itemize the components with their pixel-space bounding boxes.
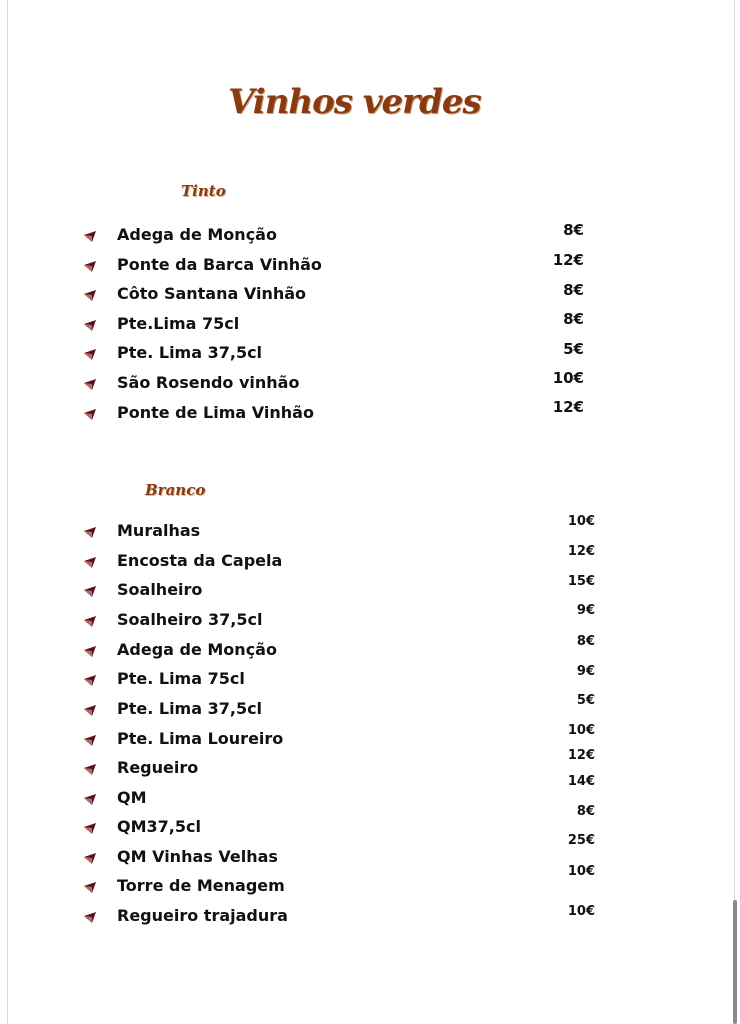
wine-price: 8€ [563, 221, 584, 239]
wine-price: 10€ [567, 514, 595, 529]
wine-name: QM Vinhas Velhas [117, 847, 278, 866]
wine-name: QM [117, 788, 147, 807]
arrow-bullet-icon [82, 228, 98, 244]
wine-price: 12€ [567, 748, 595, 763]
list-item [8, 551, 740, 573]
arrow-bullet-icon [82, 820, 98, 836]
list-item [8, 373, 740, 395]
wine-name: Soalheiro 37,5cl [117, 610, 263, 629]
list-item [8, 847, 740, 869]
wine-price: 8€ [563, 310, 584, 328]
list-item [8, 788, 740, 810]
arrow-bullet-icon [82, 732, 98, 748]
arrow-bullet-icon [82, 583, 98, 599]
wine-name: Pte. Lima 37,5cl [117, 343, 263, 362]
wine-name: Ponte da Barca Vinhão [117, 255, 322, 274]
list-item [8, 521, 740, 543]
wine-name: Encosta da Capela [117, 551, 283, 570]
wine-name: São Rosendo vinhão [117, 373, 300, 392]
wine-name: Pte. Lima 37,5cl [117, 699, 263, 718]
wine-name: Pte.Lima 75cl [117, 314, 240, 333]
arrow-bullet-icon [82, 791, 98, 807]
wine-name: Ponte de Lima Vinhão [117, 403, 314, 422]
arrow-bullet-icon [82, 258, 98, 274]
arrow-bullet-icon [82, 909, 98, 925]
wine-price: 8€ [576, 634, 595, 649]
list-item [8, 729, 740, 751]
arrow-bullet-icon [82, 406, 98, 422]
list-item [8, 699, 740, 721]
arrow-bullet-icon [82, 702, 98, 718]
list-item [8, 284, 740, 306]
wine-price: 10€ [552, 369, 584, 387]
list-item [8, 343, 740, 365]
list-item [8, 403, 740, 425]
list-item [8, 817, 740, 839]
wine-price: 12€ [552, 398, 584, 416]
arrow-bullet-icon [82, 643, 98, 659]
page-title: Vinhos verdes [228, 82, 481, 122]
arrow-bullet-icon [82, 346, 98, 362]
list-item [8, 580, 740, 602]
wine-price: 15€ [567, 574, 595, 589]
wine-price: 8€ [563, 281, 584, 299]
wine-price: 12€ [552, 251, 584, 269]
arrow-bullet-icon [82, 761, 98, 777]
list-item [8, 876, 740, 898]
list-item [8, 314, 740, 336]
list-item [8, 669, 740, 691]
section-heading-tinto: Tinto [181, 182, 226, 200]
arrow-bullet-icon [82, 850, 98, 866]
wine-price: 14€ [567, 774, 595, 789]
section-heading-branco: Branco [145, 481, 206, 499]
list-item [8, 225, 740, 247]
wine-price: 25€ [567, 833, 595, 848]
arrow-bullet-icon [82, 613, 98, 629]
wine-price: 10€ [567, 723, 595, 738]
list-item [8, 906, 740, 928]
wine-name: Muralhas [117, 521, 201, 540]
wine-name: Adega de Monção [117, 225, 277, 244]
wine-name: Regueiro [117, 758, 199, 777]
wine-name: Soalheiro [117, 580, 203, 599]
wine-name: Côto Santana Vinhão [117, 284, 307, 303]
wine-price: 10€ [567, 864, 595, 879]
wine-price: 12€ [567, 544, 595, 559]
wine-price: 5€ [563, 340, 584, 358]
arrow-bullet-icon [82, 287, 98, 303]
wine-name: Torre de Menagem [117, 876, 285, 895]
arrow-bullet-icon [82, 879, 98, 895]
wine-name: Regueiro trajadura [117, 906, 288, 925]
wine-price: 10€ [567, 904, 595, 919]
arrow-bullet-icon [82, 554, 98, 570]
scrollbar-thumb[interactable] [733, 900, 737, 1024]
wine-name: Pte. Lima 75cl [117, 669, 245, 688]
list-item [8, 758, 740, 780]
wine-price: 9€ [576, 664, 595, 679]
list-item [8, 640, 740, 662]
list-item [8, 255, 740, 277]
wine-price: 5€ [576, 693, 595, 708]
wine-name: QM37,5cl [117, 817, 201, 836]
list-item [8, 610, 740, 632]
wine-name: Adega de Monção [117, 640, 277, 659]
arrow-bullet-icon [82, 376, 98, 392]
wine-price: 9€ [576, 603, 595, 618]
arrow-bullet-icon [82, 672, 98, 688]
arrow-bullet-icon [82, 317, 98, 333]
menu-page [7, 0, 735, 1024]
wine-price: 8€ [576, 804, 595, 819]
wine-name: Pte. Lima Loureiro [117, 729, 284, 748]
arrow-bullet-icon [82, 524, 98, 540]
